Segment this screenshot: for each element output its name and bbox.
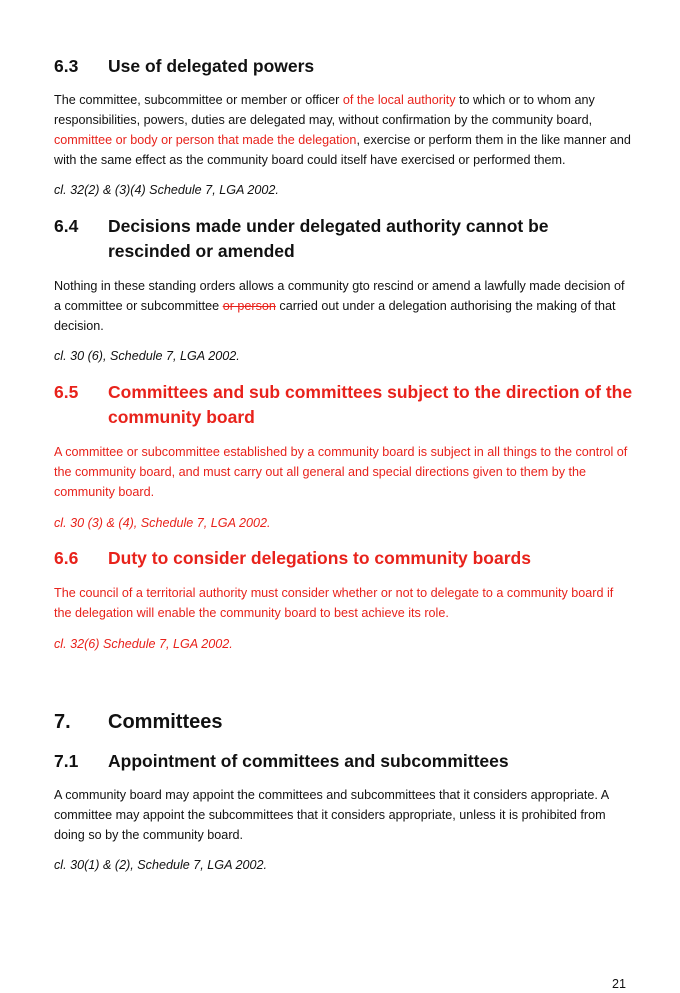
text-run: The committee, subcommittee or member or officer [54, 93, 343, 107]
heading-6-4 [54, 214, 634, 264]
heading-7-1 [54, 749, 634, 774]
citation-6-5: cl. 30 (3) & (4), Schedule 7, LGA 2002. [54, 516, 271, 530]
citation-7-1: cl. 30(1) & (2), Schedule 7, LGA 2002. [54, 858, 268, 872]
heading-title: Decisions made under delegated authority cannot be rescinded or amended [108, 216, 549, 261]
heading-number: 6.6 [54, 548, 79, 568]
heading-title: Use of delegated powers [108, 56, 315, 76]
citation-6-4: cl. 30 (6), Schedule 7, LGA 2002. [54, 349, 240, 363]
deleted-text: or person [222, 299, 276, 313]
heading-number: 6.3 [54, 56, 79, 76]
heading-number: 7. [54, 711, 71, 733]
inserted-text: committee or body or person that made the delegation [54, 133, 357, 147]
heading-number: 7.1 [54, 751, 79, 771]
heading-number: 6.4 [54, 216, 79, 236]
heading-title: Committees [108, 711, 223, 733]
paragraph-6-4 [54, 276, 634, 336]
heading-6-6 [54, 546, 634, 571]
heading-7 [54, 709, 634, 735]
paragraph-6-3 [54, 90, 634, 170]
text-run: , exercise or perform them in the like manner and with the same effect as the community board could itself have exercised or performed them. [54, 133, 631, 167]
paragraph-6-6: The council of a territorial authority must consider whether or not to delegate to a community board if the delegation will enable the community board to best achieve its role. [54, 586, 614, 620]
heading-6-3 [54, 54, 634, 79]
citation-6-3: cl. 32(2) & (3)(4) Schedule 7, LGA 2002. [54, 183, 279, 197]
heading-number: 6.5 [54, 382, 79, 402]
text-run: carried out under a delegation authorising the making of that decision. [54, 299, 616, 333]
heading-title: Duty to consider delegations to community boards [108, 548, 531, 568]
paragraph-7-1: A community board may appoint the committees and subcommittees that it considers appropriate. A committee may appoint the subcommittees that it considers appropriate, unless it is prohibited from doing so by the community board. [54, 788, 609, 842]
heading-title: Appointment of committees and subcommittees [108, 751, 509, 771]
heading-6-5 [54, 380, 634, 430]
citation-6-6: cl. 32(6) Schedule 7, LGA 2002. [54, 637, 233, 651]
heading-title: Committees and sub committees subject to the direction of the community board [108, 382, 633, 427]
text-run: Nothing in these standing orders allows a community gto rescind or amend a lawfully made decision of a committee or subcommittee [54, 279, 625, 313]
text-run: to which or to whom any responsibilities, powers, duties are delegated may, without confirmation by the community board, [54, 93, 595, 127]
paragraph-6-5: A committee or subcommittee established by a community board is subject in all things to the control of the community board, and must carry out all general and special directions given to them by the community board. [54, 445, 628, 499]
page-number: 21 [611, 977, 626, 991]
inserted-text: of the local authority [342, 93, 456, 107]
